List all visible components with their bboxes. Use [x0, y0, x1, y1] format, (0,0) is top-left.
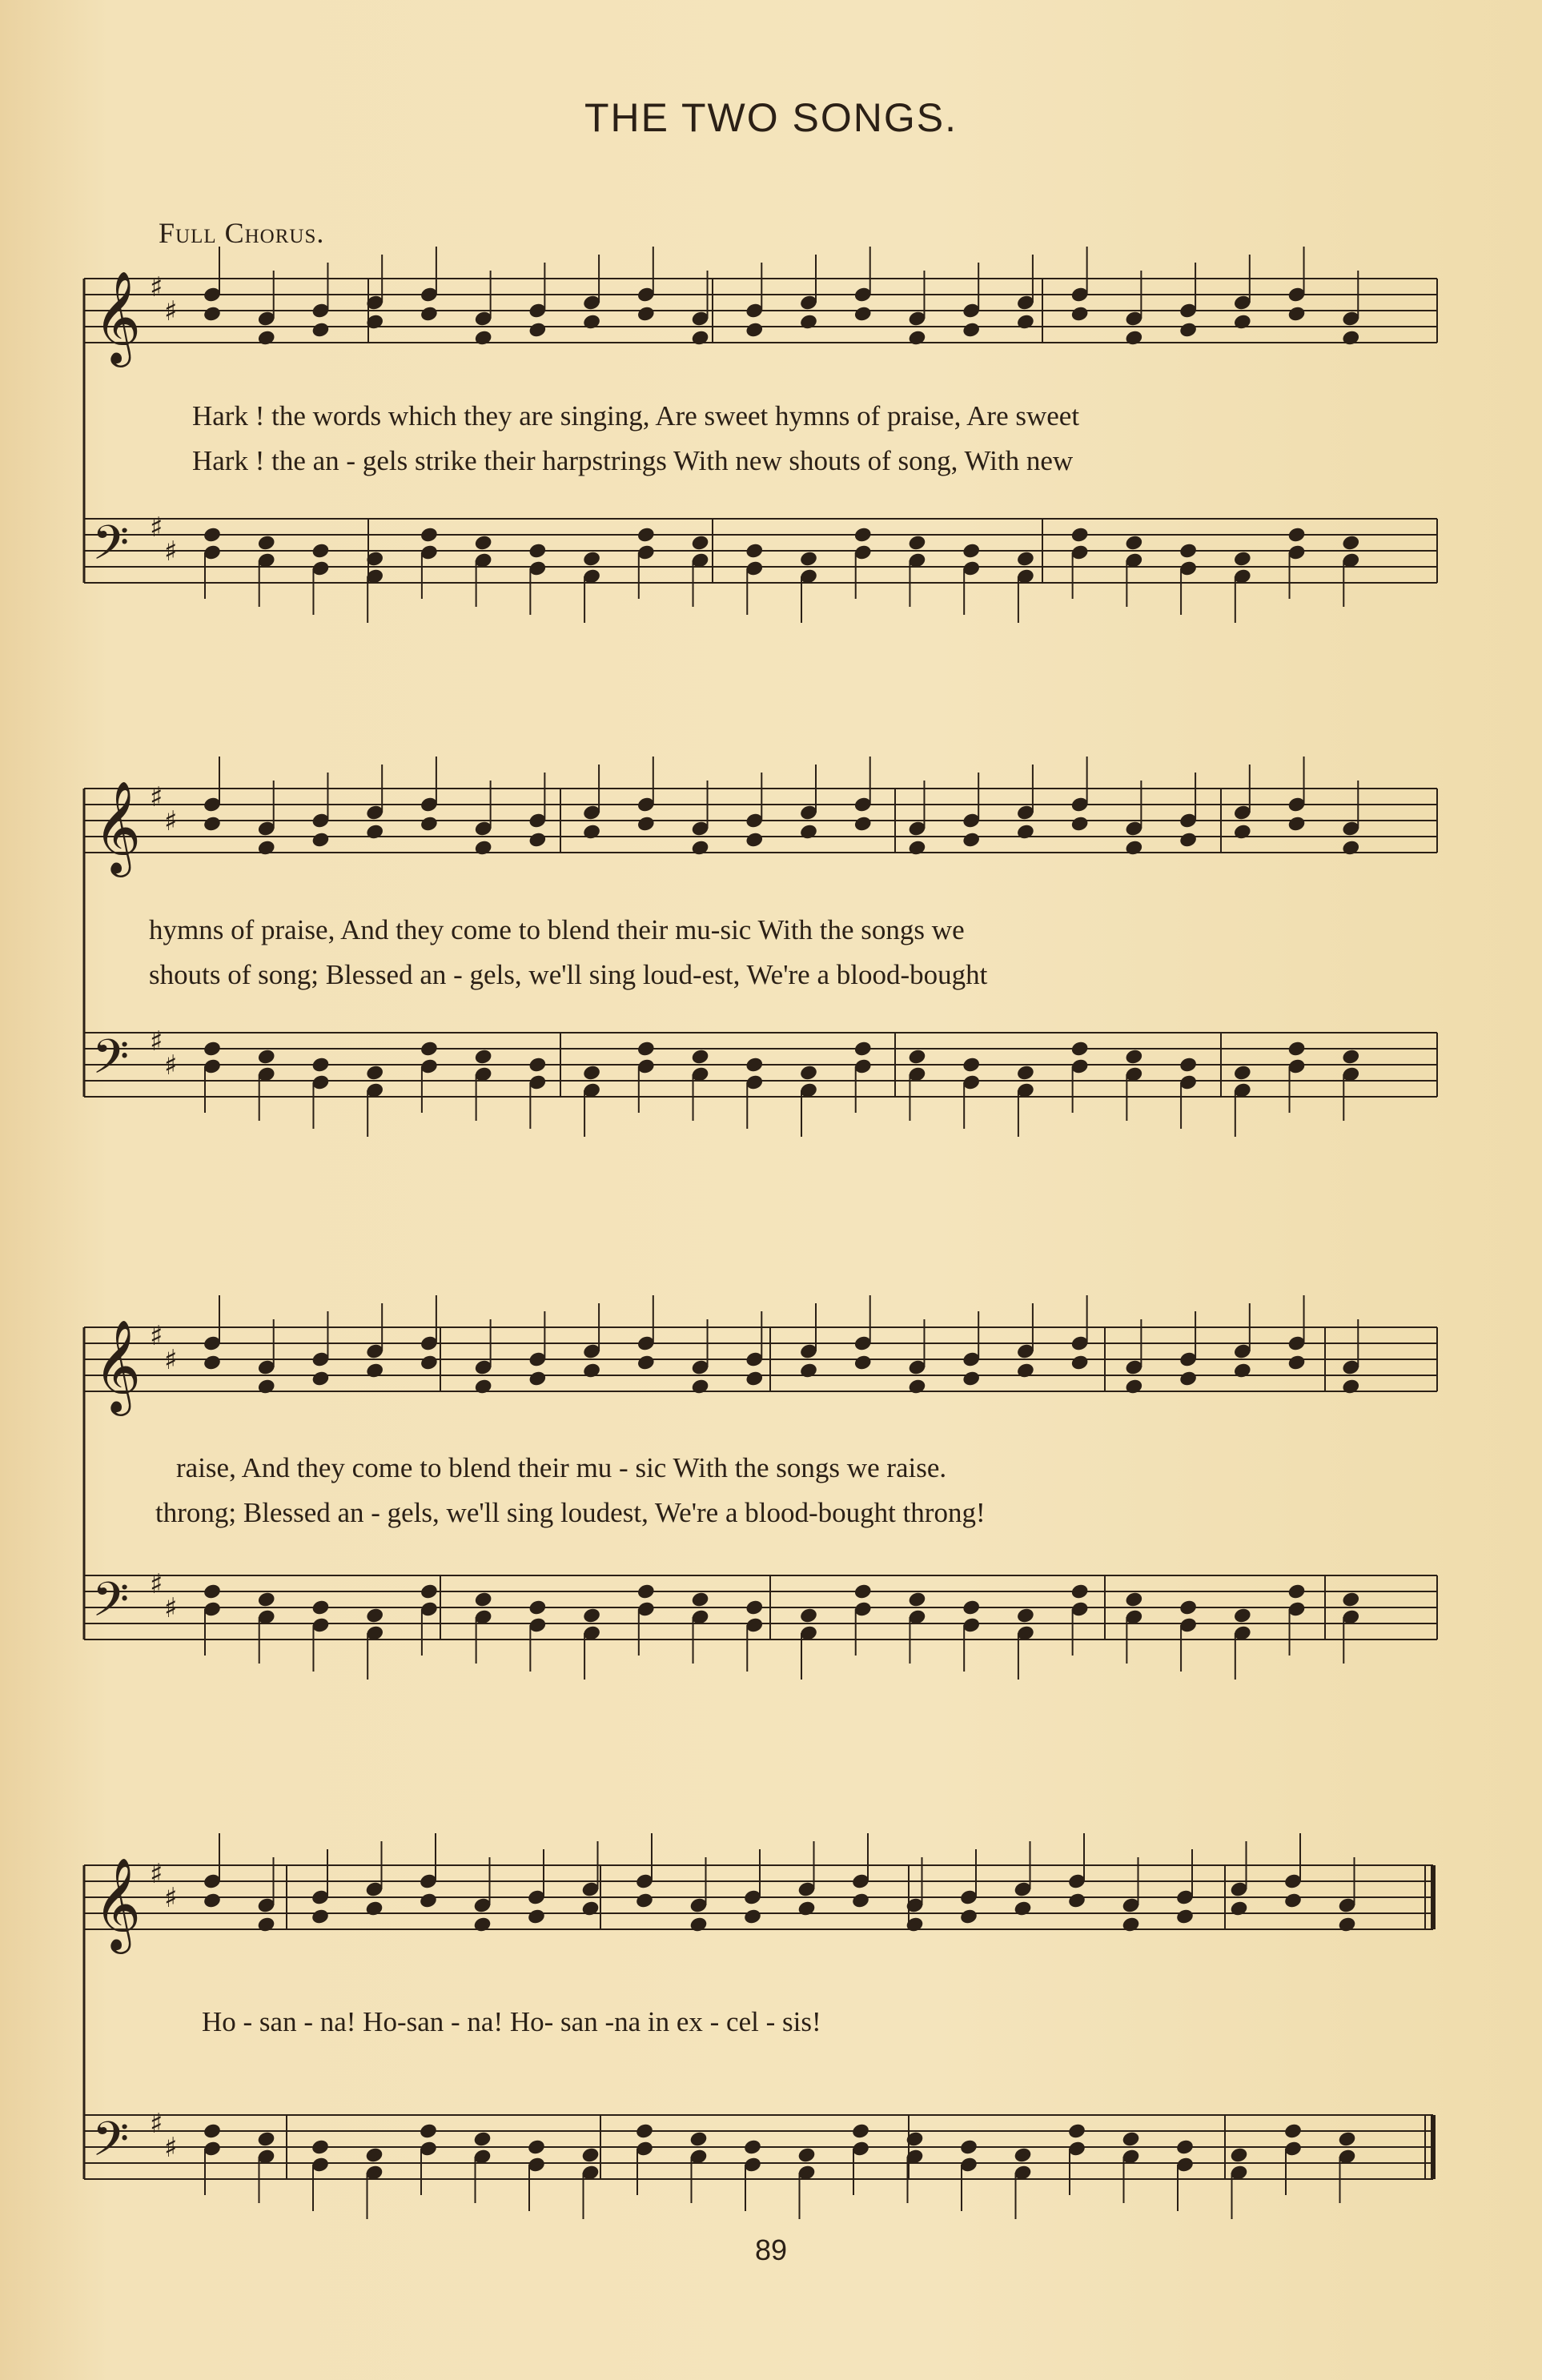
note-head: [959, 1908, 978, 1925]
note-head: [745, 321, 764, 339]
lyric-line: Hark ! the an - gels strike their harpstrings With new shouts of song, With new: [192, 445, 1074, 476]
page-number: 89: [754, 2234, 788, 2266]
note-head: [1233, 550, 1252, 568]
note-head: [365, 1362, 384, 1379]
note-head: [799, 823, 818, 841]
note-head: [1287, 1583, 1306, 1600]
page-title: THE TWO SONGS.: [584, 95, 958, 140]
note-head: [907, 1591, 926, 1608]
note-head: [527, 2138, 546, 2156]
note-head: [311, 2138, 330, 2156]
note-head: [690, 1591, 709, 1608]
note-head: [420, 1040, 439, 1058]
lyric-line: raise, And they come to blend their mu - sic With the songs we raise.: [176, 1452, 947, 1483]
note-head: [907, 329, 926, 347]
note-head: [1013, 2146, 1032, 2164]
note-head: [1175, 2138, 1195, 2156]
treble-clef-icon: 𝄞: [94, 780, 142, 873]
note-head: [851, 2122, 870, 2140]
note-head: [582, 1362, 601, 1379]
note-head: [527, 1908, 546, 1925]
note-head: [203, 1354, 222, 1371]
note-head: [1124, 1378, 1143, 1395]
note-head: [1070, 815, 1090, 833]
bass-clef-icon: 𝄢: [92, 2111, 130, 2178]
lyric-line: Ho - san - na! Ho-san - na! Ho- san -na in ex - cel - sis!: [202, 2006, 821, 2037]
note-head: [1016, 1607, 1035, 1624]
note-head: [853, 305, 873, 323]
note-head: [419, 1892, 438, 1909]
note-head: [1070, 1040, 1090, 1058]
note-head: [1124, 329, 1143, 347]
sharp-icon: ♯: [164, 295, 178, 327]
note-head: [582, 550, 601, 568]
note-head: [1067, 2122, 1086, 2140]
lyric-line: shouts of song; Blessed an - gels, we'll sing loud-est, We're a blood-bought: [149, 959, 988, 990]
note-head: [959, 2138, 978, 2156]
note-head: [311, 831, 330, 849]
note-head: [257, 329, 276, 347]
treble-clef-icon: 𝄞: [94, 1856, 142, 1950]
note-head: [907, 534, 926, 552]
note-head: [203, 305, 222, 323]
note-head: [636, 1583, 656, 1600]
note-head: [365, 1607, 384, 1624]
note-head: [1287, 815, 1306, 833]
note-head: [1124, 1591, 1143, 1608]
note-head: [1070, 305, 1090, 323]
note-head: [1179, 542, 1198, 560]
note-head: [311, 1599, 330, 1616]
note-head: [1229, 2146, 1248, 2164]
sharp-icon: ♯: [164, 1050, 178, 1082]
sharp-icon: ♯: [150, 1858, 163, 1890]
note-head: [799, 313, 818, 331]
note-head: [1016, 823, 1035, 841]
note-head: [528, 1056, 547, 1074]
treble-clef-icon: 𝄞: [94, 1318, 142, 1412]
note-head: [1121, 1916, 1140, 1933]
note-head: [474, 1591, 493, 1608]
sharp-icon: ♯: [164, 1592, 178, 1624]
note-head: [690, 534, 709, 552]
note-head: [1287, 305, 1306, 323]
note-head: [799, 1064, 818, 1082]
note-head: [257, 1378, 276, 1395]
note-head: [690, 1048, 709, 1066]
sharp-icon: ♯: [150, 1568, 163, 1600]
note-head: [851, 1892, 870, 1909]
tempo-marking: Full Chorus.: [159, 217, 325, 249]
sharp-icon: ♯: [150, 781, 163, 813]
note-head: [636, 526, 656, 544]
note-head: [474, 1378, 493, 1395]
bass-clef-icon: 𝄢: [92, 1571, 130, 1639]
note-head: [1287, 1354, 1306, 1371]
note-head: [257, 534, 276, 552]
note-head: [256, 2130, 275, 2148]
note-head: [1341, 329, 1360, 347]
note-head: [203, 815, 222, 833]
note-head: [1233, 1362, 1252, 1379]
note-head: [689, 2130, 708, 2148]
bass-clef-icon: 𝄢: [92, 515, 130, 582]
note-head: [853, 1354, 873, 1371]
note-head: [1229, 1900, 1248, 1917]
note-head: [962, 321, 981, 339]
note-head: [745, 1056, 764, 1074]
note-head: [745, 831, 764, 849]
note-head: [364, 2146, 383, 2164]
note-head: [474, 839, 493, 857]
lyric-line: hymns of praise, And they come to blend their mu-sic With the songs we: [149, 914, 965, 945]
note-head: [636, 305, 656, 323]
note-head: [472, 2130, 492, 2148]
note-head: [420, 815, 439, 833]
note-head: [365, 823, 384, 841]
note-head: [311, 542, 330, 560]
note-head: [582, 313, 601, 331]
note-head: [528, 1370, 547, 1387]
note-head: [1341, 1591, 1360, 1608]
note-head: [797, 1900, 816, 1917]
note-head: [203, 1892, 222, 1909]
note-head: [1179, 831, 1198, 849]
note-head: [1179, 1599, 1198, 1616]
lyric-line: throng; Blessed an - gels, we'll sing loudest, We're a blood-bought throng!: [155, 1497, 986, 1528]
note-head: [690, 839, 709, 857]
note-head: [420, 305, 439, 323]
note-head: [1337, 2130, 1356, 2148]
note-head: [257, 1591, 276, 1608]
note-head: [745, 1599, 764, 1616]
note-head: [257, 1048, 276, 1066]
sharp-icon: ♯: [164, 2132, 178, 2164]
note-head: [580, 2146, 600, 2164]
note-head: [962, 1370, 981, 1387]
sharp-icon: ♯: [164, 805, 178, 837]
sharp-icon: ♯: [150, 2108, 163, 2140]
note-head: [1070, 526, 1090, 544]
note-head: [635, 1892, 654, 1909]
note-head: [311, 1056, 330, 1074]
note-head: [582, 823, 601, 841]
note-head: [907, 1378, 926, 1395]
note-head: [1233, 313, 1252, 331]
note-head: [1124, 1048, 1143, 1066]
sharp-icon: ♯: [150, 271, 163, 303]
note-head: [528, 831, 547, 849]
note-head: [1283, 2122, 1303, 2140]
note-head: [853, 1583, 873, 1600]
note-head: [1121, 2130, 1140, 2148]
note-head: [474, 534, 493, 552]
note-head: [799, 550, 818, 568]
lyric-line: Hark ! the words which they are singing, Are sweet hymns of praise, Are sweet: [192, 400, 1080, 431]
note-head: [1233, 1064, 1252, 1082]
note-head: [1341, 1048, 1360, 1066]
note-head: [635, 2122, 654, 2140]
note-head: [1233, 823, 1252, 841]
note-head: [257, 839, 276, 857]
note-head: [1175, 1908, 1195, 1925]
note-head: [636, 1040, 656, 1058]
note-head: [582, 1607, 601, 1624]
note-head: [1016, 313, 1035, 331]
note-head: [311, 321, 330, 339]
note-head: [472, 1916, 492, 1933]
note-head: [1016, 1064, 1035, 1082]
note-head: [203, 2122, 222, 2140]
note-head: [797, 2146, 816, 2164]
note-head: [1341, 1378, 1360, 1395]
note-head: [1287, 526, 1306, 544]
note-head: [853, 1040, 873, 1058]
bass-clef-icon: 𝄢: [92, 1029, 130, 1096]
note-head: [962, 1056, 981, 1074]
note-head: [256, 1916, 275, 1933]
note-head: [1016, 1362, 1035, 1379]
note-head: [1283, 1892, 1303, 1909]
note-head: [907, 1048, 926, 1066]
note-head: [528, 321, 547, 339]
note-head: [365, 1064, 384, 1082]
note-head: [1233, 1607, 1252, 1624]
note-head: [690, 1378, 709, 1395]
note-head: [853, 815, 873, 833]
sharp-icon: ♯: [164, 1344, 178, 1376]
note-head: [1067, 1892, 1086, 1909]
note-head: [1016, 550, 1035, 568]
note-head: [962, 831, 981, 849]
note-head: [203, 1583, 222, 1600]
note-head: [582, 1064, 601, 1082]
note-head: [203, 526, 222, 544]
note-head: [1124, 534, 1143, 552]
note-head: [1287, 1040, 1306, 1058]
note-head: [364, 1900, 383, 1917]
note-head: [799, 1607, 818, 1624]
note-head: [690, 329, 709, 347]
sharp-icon: ♯: [164, 1882, 178, 1914]
note-head: [1341, 839, 1360, 857]
note-head: [1179, 321, 1198, 339]
note-head: [1070, 1583, 1090, 1600]
note-head: [1070, 1354, 1090, 1371]
note-head: [1337, 1916, 1356, 1933]
sharp-icon: ♯: [150, 1320, 163, 1352]
note-head: [907, 839, 926, 857]
note-head: [743, 1908, 762, 1925]
note-head: [1179, 1056, 1198, 1074]
note-head: [799, 1362, 818, 1379]
treble-clef-icon: 𝄞: [94, 270, 142, 363]
note-head: [745, 542, 764, 560]
note-head: [962, 1599, 981, 1616]
note-head: [636, 815, 656, 833]
note-head: [743, 2138, 762, 2156]
note-head: [1179, 1370, 1198, 1387]
note-head: [203, 1040, 222, 1058]
sharp-icon: ♯: [150, 1025, 163, 1058]
note-head: [1013, 1900, 1032, 1917]
note-head: [962, 542, 981, 560]
note-head: [474, 329, 493, 347]
note-head: [528, 542, 547, 560]
note-head: [420, 1583, 439, 1600]
note-head: [580, 1900, 600, 1917]
note-head: [1124, 839, 1143, 857]
note-head: [1341, 534, 1360, 552]
sharp-icon: ♯: [150, 512, 163, 544]
note-head: [636, 1354, 656, 1371]
note-head: [689, 1916, 708, 1933]
note-head: [528, 1599, 547, 1616]
note-head: [853, 526, 873, 544]
note-head: [745, 1370, 764, 1387]
note-head: [311, 1370, 330, 1387]
note-head: [420, 526, 439, 544]
note-head: [420, 1354, 439, 1371]
sharp-icon: ♯: [164, 536, 178, 568]
note-head: [419, 2122, 438, 2140]
note-head: [474, 1048, 493, 1066]
note-head: [311, 1908, 330, 1925]
